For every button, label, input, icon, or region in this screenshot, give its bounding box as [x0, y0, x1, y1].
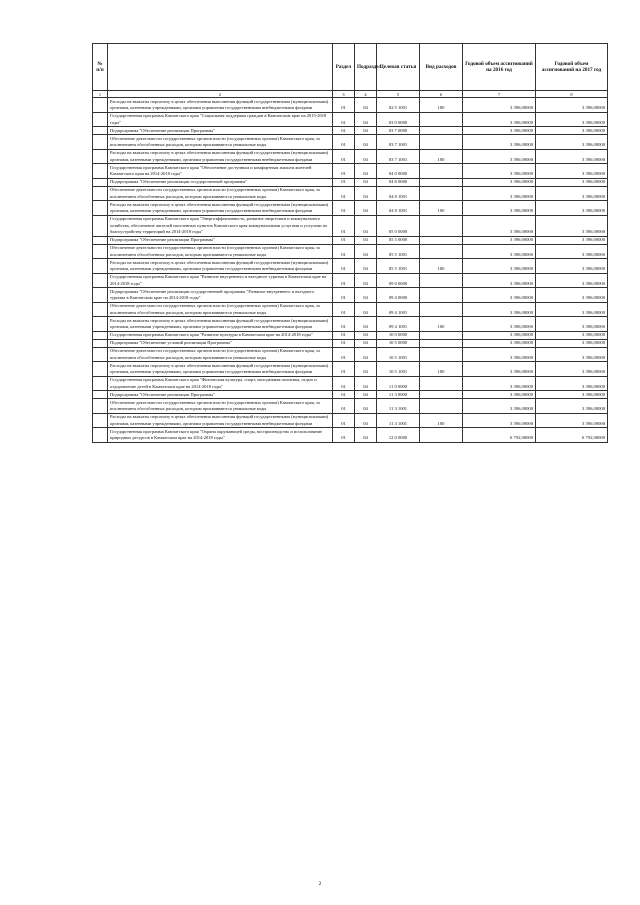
expense-type-cell — [420, 347, 463, 362]
amount-2016-cell: 6 792,00000 — [463, 428, 536, 443]
amount-2016-cell: 3 396,00000 — [463, 127, 536, 135]
expense-type-cell — [420, 428, 463, 443]
amount-2016-cell: 3 396,00000 — [463, 178, 536, 186]
row-number-cell — [93, 362, 108, 377]
row-number-cell — [93, 347, 108, 362]
subsection-cell: 04 — [355, 347, 377, 362]
target-article-cell: 11 0 0000 — [377, 376, 420, 391]
target-article-cell: 09 4 0000 — [377, 288, 420, 303]
column-header: Годовой объем ассигнований на 2017 год — [536, 44, 608, 91]
column-header — [108, 44, 333, 91]
amount-2016-cell: 3 396,00000 — [463, 112, 536, 127]
section-cell: 01 — [333, 135, 355, 150]
target-article-cell: 02 5 1001 — [377, 98, 420, 113]
description-cell: Подпрограмма "Обеспечение реализации Программы" — [108, 236, 333, 244]
row-number-cell — [93, 288, 108, 303]
subsection-cell: 04 — [355, 178, 377, 186]
table-row — [93, 362, 608, 377]
subsection-cell: 04 — [355, 273, 377, 288]
description-cell: Государственная программа Камчатского края "Развитие культуры в Камчатском крае на 2014-2018 годы" — [108, 331, 333, 339]
description-cell: Обеспечение деятельности государственных органов власти (государственных органов) Камчатского края, за исключением обособленных расходов, которым присваиваются уникальные коды — [108, 302, 333, 317]
section-cell: 01 — [333, 259, 355, 274]
amount-2017-cell: 3 396,00000 — [536, 302, 608, 317]
section-cell: 01 — [333, 244, 355, 259]
table-row — [93, 339, 608, 347]
expense-type-cell: 100 — [420, 317, 463, 332]
expense-type-cell: 100 — [420, 259, 463, 274]
section-cell: 01 — [333, 164, 355, 179]
description-cell: Подпрограмма "Обеспечение реализации Программы" — [108, 127, 333, 135]
table-row — [93, 347, 608, 362]
table-row — [93, 164, 608, 179]
target-article-cell: 11 3 1001 — [377, 399, 420, 414]
column-header: № п/п — [93, 44, 108, 91]
table-row — [93, 376, 608, 391]
subsection-cell: 04 — [355, 186, 377, 201]
table-row — [93, 259, 608, 274]
subsection-cell: 04 — [355, 135, 377, 150]
amount-2017-cell: 3 396,00000 — [536, 362, 608, 377]
section-cell: 01 — [333, 413, 355, 428]
subsection-cell: 04 — [355, 288, 377, 303]
amount-2016-cell: 3 396,00000 — [463, 391, 536, 399]
subsection-cell: 04 — [355, 112, 377, 127]
target-article-cell: 12 0 0000 — [377, 428, 420, 443]
section-cell: 01 — [333, 127, 355, 135]
expense-type-cell — [420, 288, 463, 303]
target-article-cell: 04 8 0000 — [377, 178, 420, 186]
amount-2016-cell: 3 396,00000 — [463, 135, 536, 150]
description-cell: Подпрограмма "Обеспечение реализации государственной программы "Развитие внутреннего и въездного туризма в Камчатском крае на 2014-2018 годы" — [108, 288, 333, 303]
row-number-cell — [93, 391, 108, 399]
column-number: 5 — [377, 91, 420, 98]
amount-2017-cell: 3 396,00000 — [536, 149, 608, 164]
description-cell: Расходы на выплаты персоналу в целях обеспечения выполнения функций государственными (муниципальными) органами, казенными учреждениями, органами управления государственными внебюджетными фондами — [108, 98, 333, 113]
expense-type-cell — [420, 244, 463, 259]
table-row — [93, 127, 608, 135]
amount-2016-cell: 3 396,00000 — [463, 339, 536, 347]
subsection-cell: 04 — [355, 244, 377, 259]
expense-type-cell: 100 — [420, 362, 463, 377]
expense-type-cell — [420, 164, 463, 179]
amount-2016-cell: 3 396,00000 — [463, 331, 536, 339]
subsection-cell: 04 — [355, 127, 377, 135]
description-cell: Государственная программа Камчатского края "Энергоэффективность, развитие энергетики и коммунального хозяйства, обеспечение жителей населенных пунктов Камчатского края коммунальными услугами и услугами по благоустройству территорий на 2014-2018 годы" — [108, 215, 333, 236]
expense-type-cell — [420, 376, 463, 391]
amount-2017-cell: 3 396,00000 — [536, 331, 608, 339]
section-cell: 01 — [333, 302, 355, 317]
expense-type-cell — [420, 339, 463, 347]
target-article-cell: 10 5 1001 — [377, 362, 420, 377]
row-number-cell — [93, 339, 108, 347]
subsection-cell: 04 — [355, 331, 377, 339]
amount-2016-cell: 3 396,00000 — [463, 244, 536, 259]
row-number-cell — [93, 376, 108, 391]
amount-2016-cell: 3 396,00000 — [463, 186, 536, 201]
expense-type-cell: 100 — [420, 413, 463, 428]
description-cell: Подпрограмма "Обеспечение реализации Программы" — [108, 391, 333, 399]
column-number: 4 — [355, 91, 377, 98]
amount-2017-cell: 3 396,00000 — [536, 201, 608, 216]
amount-2016-cell: 3 396,00000 — [463, 347, 536, 362]
subsection-cell: 04 — [355, 215, 377, 236]
amount-2017-cell: 3 396,00000 — [536, 259, 608, 274]
description-cell: Государственная программа Камчатского края "Обеспечение доступным и комфортным жильем жителей Камчатского края на 2014-2018 годы" — [108, 164, 333, 179]
amount-2017-cell: 3 396,00000 — [536, 391, 608, 399]
amount-2016-cell: 3 396,00000 — [463, 273, 536, 288]
table-row — [93, 428, 608, 443]
amount-2017-cell: 3 396,00000 — [536, 135, 608, 150]
section-cell: 01 — [333, 399, 355, 414]
description-cell: Расходы на выплаты персоналу в целях обеспечения выполнения функций государственными (муниципальными) органами, казенными учреждениями, органами управления государственными внебюджетными фондами — [108, 362, 333, 377]
amount-2016-cell: 3 396,00000 — [463, 201, 536, 216]
amount-2017-cell: 3 396,00000 — [536, 339, 608, 347]
target-article-cell: 05 0 0000 — [377, 215, 420, 236]
table-row — [93, 302, 608, 317]
description-cell: Расходы на выплаты персоналу в целях обеспечения выполнения функций государственными (муниципальными) органами, казенными учреждениями, органами управления государственными внебюджетными фондами — [108, 259, 333, 274]
column-number: 6 — [420, 91, 463, 98]
amount-2017-cell: 3 396,00000 — [536, 186, 608, 201]
table-row — [93, 178, 608, 186]
expense-type-cell — [420, 399, 463, 414]
expense-type-cell — [420, 186, 463, 201]
amount-2016-cell: 3 396,00000 — [463, 149, 536, 164]
amount-2016-cell: 3 396,00000 — [463, 362, 536, 377]
table-row — [93, 112, 608, 127]
expense-type-cell — [420, 391, 463, 399]
table-row — [93, 391, 608, 399]
column-header: Целевая статья — [377, 44, 420, 91]
table-row — [93, 135, 608, 150]
table-row — [93, 331, 608, 339]
amount-2016-cell: 3 396,00000 — [463, 215, 536, 236]
amount-2016-cell: 3 396,00000 — [463, 236, 536, 244]
amount-2017-cell: 3 396,00000 — [536, 215, 608, 236]
section-cell: 01 — [333, 317, 355, 332]
description-cell: Подпрограмма "Обеспечение реализации государственной программы" — [108, 178, 333, 186]
row-number-cell — [93, 112, 108, 127]
description-cell: Расходы на выплаты персоналу в целях обеспечения выполнения функций государственными (муниципальными) органами, казенными учреждениями, органами управления государственными внебюджетными фондами — [108, 413, 333, 428]
column-number: 3 — [333, 91, 355, 98]
amount-2017-cell: 3 396,00000 — [536, 413, 608, 428]
budget-table — [92, 43, 608, 443]
section-cell: 01 — [333, 347, 355, 362]
header-row — [93, 44, 608, 91]
amount-2016-cell: 3 396,00000 — [463, 399, 536, 414]
row-number-cell — [93, 244, 108, 259]
section-cell: 01 — [333, 112, 355, 127]
table-row — [93, 236, 608, 244]
subsection-cell: 04 — [355, 259, 377, 274]
amount-2017-cell: 3 396,00000 — [536, 399, 608, 414]
description-cell: Государственная программа Камчатского края "Развитие внутреннего и въездного туризма в Камчатском крае на 2014-2018 годы" — [108, 273, 333, 288]
row-number-cell — [93, 413, 108, 428]
table-row — [93, 98, 608, 113]
row-number-cell — [93, 236, 108, 244]
target-article-cell: 11 3 1001 — [377, 413, 420, 428]
budget-table-sheet — [92, 43, 607, 443]
amount-2017-cell: 3 396,00000 — [536, 288, 608, 303]
target-article-cell: 04 8 1001 — [377, 186, 420, 201]
table-row — [93, 201, 608, 216]
row-number-cell — [93, 259, 108, 274]
table-row — [93, 288, 608, 303]
target-article-cell: 10 5 0000 — [377, 339, 420, 347]
description-cell: Расходы на выплаты персоналу в целях обеспечения выполнения функций государственными (муниципальными) органами, казенными учреждениями, органами управления государственными внебюджетными фондами — [108, 317, 333, 332]
amount-2017-cell: 3 396,00000 — [536, 127, 608, 135]
description-cell: Обеспечение деятельности государственных органов власти (государственных органов) Камчатского края, за исключением обособленных расходов, которым присваиваются уникальные коды — [108, 347, 333, 362]
target-article-cell: 09 4 1001 — [377, 302, 420, 317]
section-cell: 01 — [333, 215, 355, 236]
table-row — [93, 413, 608, 428]
row-number-cell — [93, 186, 108, 201]
description-cell: Государственная программа Камчатского края "Физическая культура, спорт, молодежная политика, отдых и оздоровление детей в Камчатском крае на 2014-2018 годы" — [108, 376, 333, 391]
section-cell: 01 — [333, 362, 355, 377]
description-cell: Обеспечение деятельности государственных органов власти (государственных органов) Камчатского края, за исключением обособленных расходов, которым присваиваются уникальные коды — [108, 244, 333, 259]
column-header: Подраздел — [355, 44, 377, 91]
amount-2016-cell: 3 396,00000 — [463, 164, 536, 179]
description-cell: Подпрограмма "Обеспечение условий реализации Программы" — [108, 339, 333, 347]
column-number-row — [93, 91, 608, 98]
subsection-cell: 04 — [355, 399, 377, 414]
amount-2016-cell: 3 396,00000 — [463, 98, 536, 113]
description-cell: Расходы на выплаты персоналу в целях обеспечения выполнения функций государственными (муниципальными) органами, казенными учреждениями, органами управления государственными внебюджетными фондами — [108, 201, 333, 216]
column-header: Раздел — [333, 44, 355, 91]
amount-2017-cell: 3 396,00000 — [536, 317, 608, 332]
expense-type-cell — [420, 215, 463, 236]
description-cell: Государственная программа Камчатского края "Охрана окружающей среды, воспроизводство и использование природных ресурсов в Камчатском крае на 2014-2018 годы" — [108, 428, 333, 443]
section-cell: 01 — [333, 273, 355, 288]
table-row — [93, 244, 608, 259]
target-article-cell: 03 7 1001 — [377, 149, 420, 164]
amount-2016-cell: 3 396,00000 — [463, 317, 536, 332]
row-number-cell — [93, 164, 108, 179]
section-cell: 01 — [333, 428, 355, 443]
subsection-cell: 04 — [355, 339, 377, 347]
section-cell: 01 — [333, 288, 355, 303]
expense-type-cell — [420, 236, 463, 244]
column-number: 1 — [93, 91, 108, 98]
table-row — [93, 215, 608, 236]
expense-type-cell: 100 — [420, 149, 463, 164]
row-number-cell — [93, 201, 108, 216]
section-cell: 01 — [333, 98, 355, 113]
target-article-cell: 03 7 0000 — [377, 127, 420, 135]
target-article-cell: 09 4 1001 — [377, 317, 420, 332]
subsection-cell: 04 — [355, 413, 377, 428]
subsection-cell: 04 — [355, 236, 377, 244]
amount-2017-cell: 3 396,00000 — [536, 244, 608, 259]
section-cell: 01 — [333, 186, 355, 201]
expense-type-cell — [420, 112, 463, 127]
row-number-cell — [93, 399, 108, 414]
description-cell: Государственная программа Камчатского края "Социальная поддержка граждан в Камчатском крае на 2015-2018 годы" — [108, 112, 333, 127]
amount-2016-cell: 3 396,00000 — [463, 413, 536, 428]
amount-2017-cell: 6 792,00000 — [536, 428, 608, 443]
target-article-cell: 04 0 0000 — [377, 164, 420, 179]
table-row — [93, 149, 608, 164]
table-row — [93, 273, 608, 288]
column-number: 2 — [108, 91, 333, 98]
amount-2017-cell: 3 396,00000 — [536, 178, 608, 186]
column-number: 8 — [536, 91, 608, 98]
table-row — [93, 186, 608, 201]
target-article-cell: 10 5 1001 — [377, 347, 420, 362]
expense-type-cell — [420, 127, 463, 135]
subsection-cell: 04 — [355, 391, 377, 399]
row-number-cell — [93, 317, 108, 332]
subsection-cell: 04 — [355, 149, 377, 164]
target-article-cell: 03 7 1001 — [377, 135, 420, 150]
row-number-cell — [93, 178, 108, 186]
column-header: Вид расходов — [420, 44, 463, 91]
row-number-cell — [93, 215, 108, 236]
row-number-cell — [93, 149, 108, 164]
target-article-cell: 10 0 0000 — [377, 331, 420, 339]
section-cell: 01 — [333, 391, 355, 399]
section-cell: 01 — [333, 201, 355, 216]
amount-2017-cell: 3 396,00000 — [536, 236, 608, 244]
section-cell: 01 — [333, 339, 355, 347]
subsection-cell: 04 — [355, 428, 377, 443]
row-number-cell — [93, 331, 108, 339]
row-number-cell — [93, 273, 108, 288]
amount-2016-cell: 3 396,00000 — [463, 288, 536, 303]
subsection-cell: 04 — [355, 201, 377, 216]
subsection-cell: 04 — [355, 317, 377, 332]
expense-type-cell — [420, 273, 463, 288]
row-number-cell — [93, 302, 108, 317]
row-number-cell — [93, 127, 108, 135]
target-article-cell: 11 3 0000 — [377, 391, 420, 399]
table-row — [93, 317, 608, 332]
section-cell: 01 — [333, 178, 355, 186]
row-number-cell — [93, 428, 108, 443]
target-article-cell: 05 5 1001 — [377, 244, 420, 259]
description-cell: Обеспечение деятельности государственных органов власти (государственных органов) Камчатского края, за исключением обособленных расходов, которым присваиваются уникальные коды — [108, 135, 333, 150]
amount-2017-cell: 3 396,00000 — [536, 98, 608, 113]
expense-type-cell: 100 — [420, 98, 463, 113]
target-article-cell: 03 0 0000 — [377, 112, 420, 127]
table-row — [93, 399, 608, 414]
expense-type-cell — [420, 135, 463, 150]
column-header: Годовой объем ассигнований на 2016 год — [463, 44, 536, 91]
subsection-cell: 04 — [355, 98, 377, 113]
section-cell: 01 — [333, 331, 355, 339]
description-cell: Обеспечение деятельности государственных органов власти (государственных органов) Камчатского края, за исключением обособленных расходов, которым присваиваются уникальные коды — [108, 186, 333, 201]
subsection-cell: 04 — [355, 302, 377, 317]
subsection-cell: 04 — [355, 362, 377, 377]
amount-2017-cell: 3 396,00000 — [536, 112, 608, 127]
row-number-cell — [93, 135, 108, 150]
column-number: 7 — [463, 91, 536, 98]
subsection-cell: 04 — [355, 376, 377, 391]
amount-2017-cell: 3 396,00000 — [536, 376, 608, 391]
expense-type-cell — [420, 178, 463, 186]
amount-2017-cell: 3 396,00000 — [536, 347, 608, 362]
amount-2016-cell: 3 396,00000 — [463, 259, 536, 274]
amount-2016-cell: 3 396,00000 — [463, 302, 536, 317]
page-number: 2 — [318, 881, 322, 887]
amount-2016-cell: 3 396,00000 — [463, 376, 536, 391]
expense-type-cell — [420, 331, 463, 339]
row-number-cell — [93, 98, 108, 113]
description-cell: Обеспечение деятельности государственных органов власти (государственных органов) Камчатского края, за исключением обособленных расходов, которым присваиваются уникальные коды — [108, 399, 333, 414]
target-article-cell: 09 0 0000 — [377, 273, 420, 288]
expense-type-cell — [420, 302, 463, 317]
section-cell: 01 — [333, 236, 355, 244]
description-cell: Расходы на выплаты персоналу в целях обеспечения выполнения функций государственными (муниципальными) органами, казенными учреждениями, органами управления государственными внебюджетными фондами — [108, 149, 333, 164]
section-cell: 01 — [333, 376, 355, 391]
amount-2017-cell: 3 396,00000 — [536, 273, 608, 288]
expense-type-cell: 100 — [420, 201, 463, 216]
amount-2017-cell: 3 396,00000 — [536, 164, 608, 179]
subsection-cell: 04 — [355, 164, 377, 179]
target-article-cell: 04 8 1001 — [377, 201, 420, 216]
target-article-cell: 05 5 1001 — [377, 259, 420, 274]
table-body — [93, 98, 608, 443]
target-article-cell: 05 5 0000 — [377, 236, 420, 244]
section-cell: 01 — [333, 149, 355, 164]
